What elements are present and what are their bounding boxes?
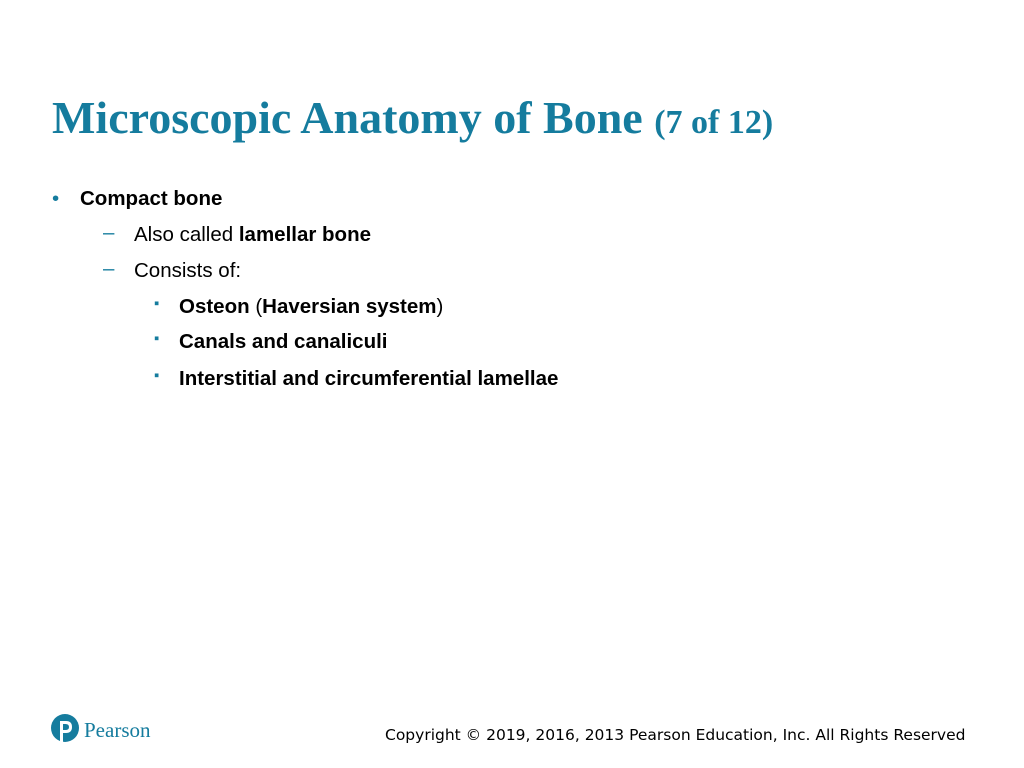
item-text: Canals and canaliculi bbox=[179, 330, 388, 353]
dash-marker: – bbox=[103, 257, 115, 280]
item-bold-haversian: Haversian system bbox=[262, 295, 437, 318]
subbullet-also-called bbox=[103, 221, 372, 247]
bullet-compact-bone bbox=[52, 187, 223, 211]
item-canals bbox=[154, 330, 388, 354]
subbullet-text: Also called bbox=[134, 223, 239, 246]
bullet-marker: • bbox=[52, 187, 60, 210]
bullet-text: Compact bone bbox=[80, 187, 223, 210]
subbullet-text: Consists of: bbox=[134, 259, 242, 282]
square-marker: ▪ bbox=[154, 295, 160, 312]
slide-title bbox=[52, 92, 773, 149]
item-paren-close: ) bbox=[436, 295, 444, 318]
subbullet-consists-of bbox=[103, 257, 242, 283]
square-marker: ▪ bbox=[154, 330, 160, 347]
copyright-notice: Copyright © 2019, 2016, 2013 Pearson Education, Inc. All Rights Reserved bbox=[385, 726, 966, 744]
item-osteon bbox=[154, 295, 444, 319]
item-text: Interstitial and circumferential lamellae bbox=[179, 367, 559, 390]
square-marker: ▪ bbox=[154, 367, 160, 384]
item-lamellae bbox=[154, 367, 559, 391]
item-bold-osteon: Osteon bbox=[179, 295, 250, 318]
dash-marker: – bbox=[103, 221, 115, 244]
title-text: Microscopic Anatomy of Bone bbox=[52, 92, 643, 143]
title-counter: (7 of 12) bbox=[654, 104, 774, 141]
pearson-wordmark: Pearson bbox=[84, 718, 151, 742]
subbullet-bold: lamellar bone bbox=[238, 223, 372, 246]
item-paren-open: ( bbox=[249, 295, 263, 318]
pearson-p-icon bbox=[50, 713, 80, 747]
